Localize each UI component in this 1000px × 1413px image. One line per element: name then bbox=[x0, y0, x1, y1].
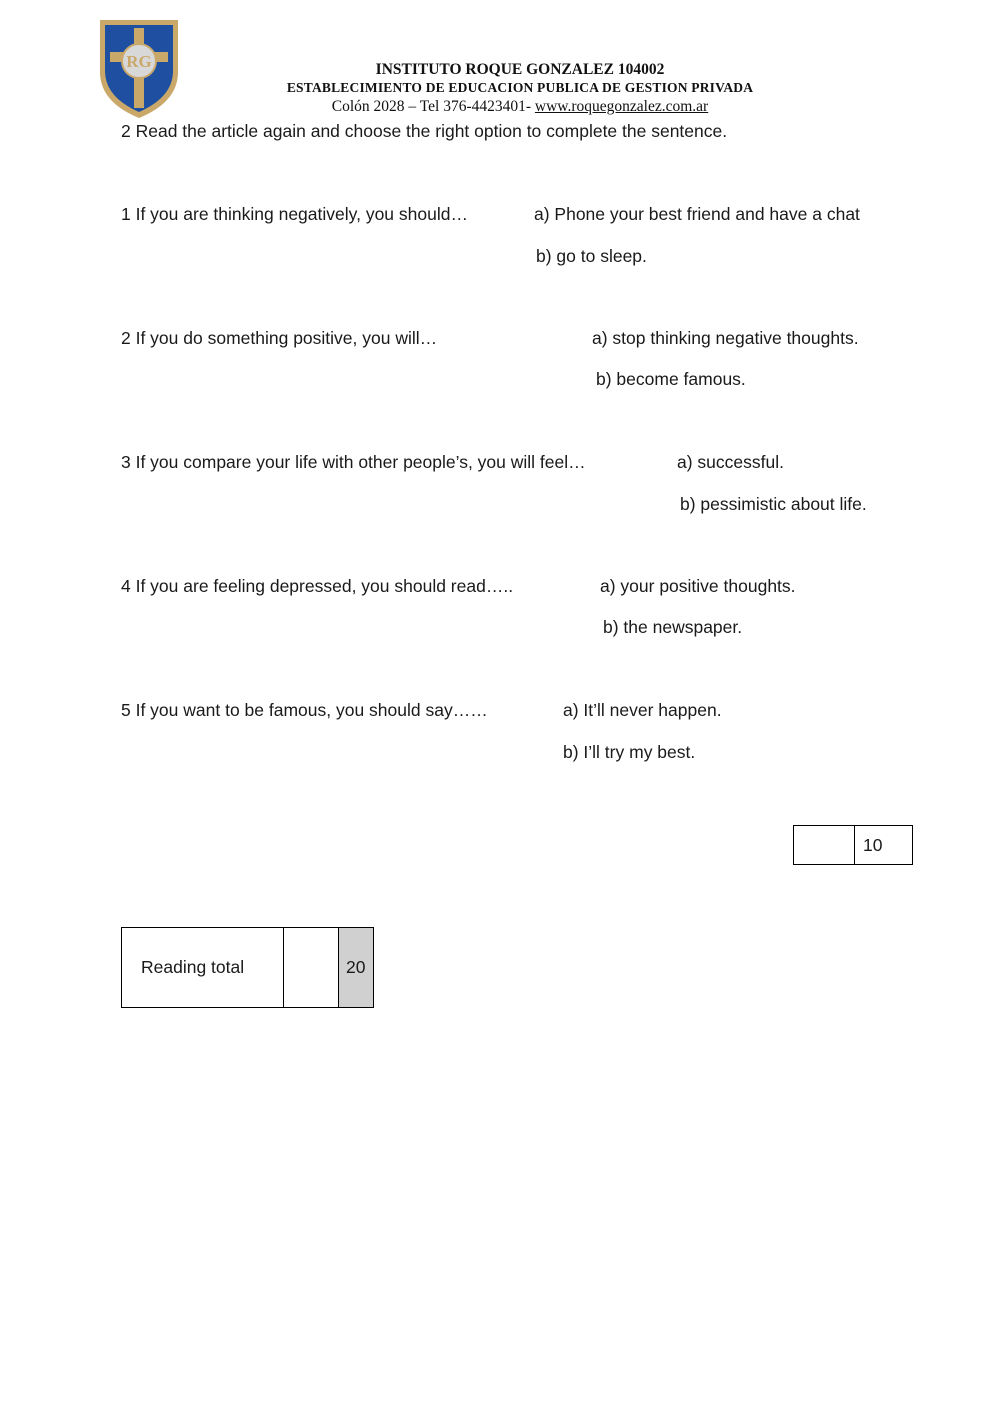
reading-total-score-input[interactable] bbox=[284, 928, 339, 1008]
question-2-prompt: 2 If you do something positive, you will… bbox=[121, 328, 438, 348]
question-1-option-b[interactable]: b) go to sleep. bbox=[536, 246, 647, 266]
reading-total-box bbox=[121, 927, 374, 1008]
logo-monogram: RG bbox=[126, 52, 152, 71]
question-5-option-a[interactable]: a) It’ll never happen. bbox=[563, 700, 722, 720]
school-contact bbox=[0, 98, 1000, 116]
question-2-option-b[interactable]: b) become famous. bbox=[596, 369, 746, 389]
section-score-input[interactable] bbox=[794, 826, 855, 865]
question-1-prompt: 1 If you are thinking negatively, you should… bbox=[121, 204, 468, 224]
exercise-instruction: 2 Read the article again and choose the right option to complete the sentence. bbox=[121, 121, 728, 141]
question-2-option-a[interactable]: a) stop thinking negative thoughts. bbox=[592, 328, 859, 348]
question-1-option-a[interactable]: a) Phone your best friend and have a chat bbox=[534, 204, 860, 224]
reading-total-label: Reading total bbox=[122, 928, 284, 1008]
question-3-option-b[interactable]: b) pessimistic about life. bbox=[680, 494, 867, 514]
school-subtitle: ESTABLECIMIENTO DE EDUCACION PUBLICA DE GESTION PRIVADA bbox=[286, 80, 754, 95]
question-3-prompt: 3 If you compare your life with other people’s, you will feel… bbox=[121, 452, 586, 472]
reading-total-max: 20 bbox=[339, 928, 374, 1008]
question-3-option-a[interactable]: a) successful. bbox=[677, 452, 784, 472]
question-4-prompt: 4 If you are feeling depressed, you should read….. bbox=[121, 576, 514, 596]
section-score-max: 10 bbox=[855, 826, 913, 865]
school-name: INSTITUTO ROQUE GONZALEZ 104002 bbox=[375, 61, 665, 78]
question-4-option-b[interactable]: b) the newspaper. bbox=[603, 617, 743, 637]
question-5-option-b[interactable]: b) I’ll try my best. bbox=[563, 742, 696, 762]
school-address: Colón 2028 – Tel 376-4423401- bbox=[331, 98, 535, 115]
school-website-link[interactable]: www.roquegonzalez.com.ar bbox=[534, 98, 709, 115]
question-5-prompt: 5 If you want to be famous, you should say…… bbox=[121, 700, 488, 720]
section-score-box bbox=[793, 825, 913, 865]
question-4-option-a[interactable]: a) your positive thoughts. bbox=[600, 576, 796, 596]
